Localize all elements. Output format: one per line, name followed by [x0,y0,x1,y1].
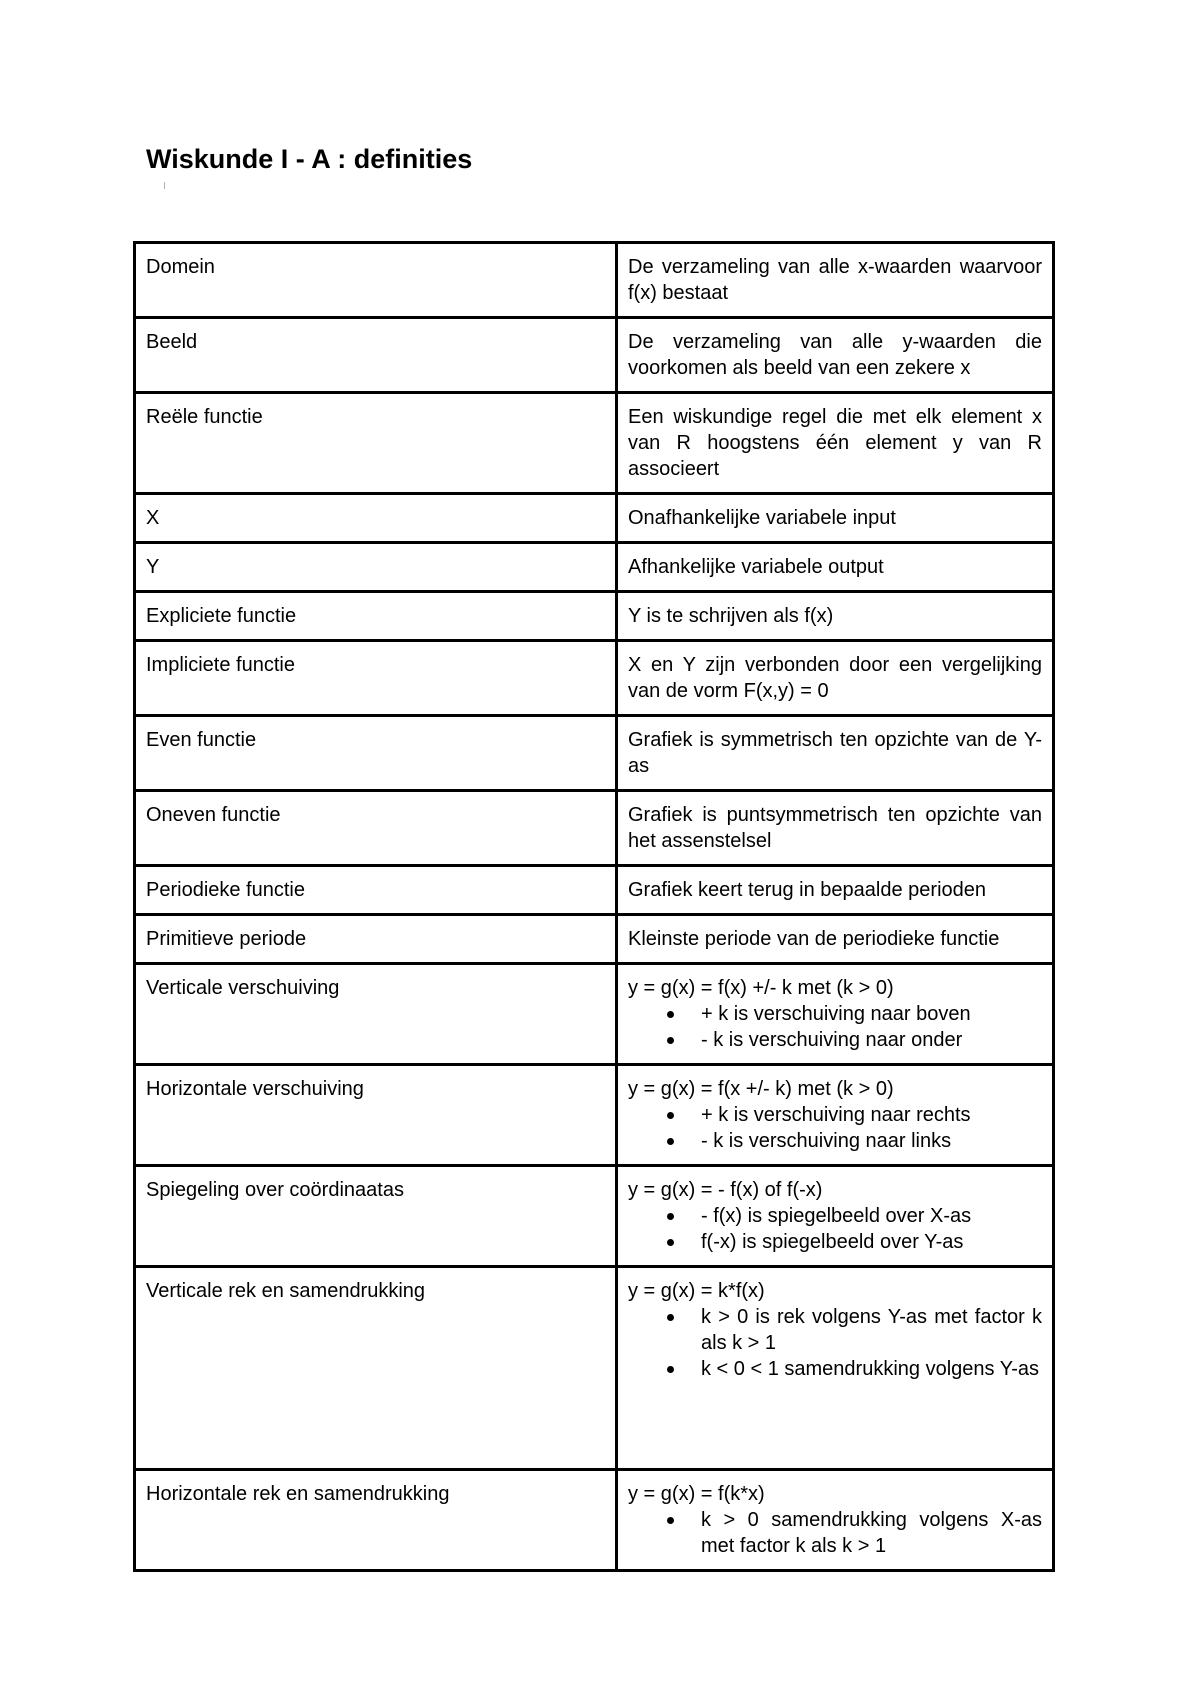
cursor-mark [164,182,165,189]
term-cell: Verticale verschuiving [135,964,617,1065]
definition-cell: Grafiek keert terug in bepaalde perioden [617,866,1054,915]
term-cell: X [135,494,617,543]
list-item: - k is verschuiving naar links [701,1128,1042,1154]
definition-cell [617,964,1054,1065]
term-cell: Horizontale rek en samendrukking [135,1470,617,1571]
table-row [135,1166,1054,1267]
table-row [135,1065,1054,1166]
definition-cell: Grafiek is puntsymmetrisch ten opzichte van het assenstelsel [617,791,1054,866]
definitions-table [133,241,1055,1572]
definition-cell [617,1470,1054,1571]
list-item: k < 0 < 1 samendrukking volgens Y-as [701,1356,1042,1382]
definition-cell [617,1166,1054,1267]
table-row [135,318,1054,393]
definition-cell: Een wiskundige regel die met elk element x van R hoogstens één element y van R associeert [617,393,1054,494]
term-cell: Horizontale verschuiving [135,1065,617,1166]
term-cell: Oneven functie [135,791,617,866]
table-row [135,1267,1054,1470]
definition-formula: y = g(x) = f(x) +/- k met (k > 0) [628,977,894,999]
definition-cell: Kleinste periode van de periodieke functie [617,915,1054,964]
list-item: k > 0 is rek volgens Y-as met factor k als k > 1 [701,1306,1042,1354]
definition-cell [617,1267,1054,1470]
table-row [135,915,1054,964]
term-cell: Beeld [135,318,617,393]
list-item: + k is verschuiving naar rechts [701,1102,1042,1128]
table-row [135,964,1054,1065]
term-cell: Impliciete functie [135,641,617,716]
list-item: k > 0 samendrukking volgens X-as met factor k als k > 1 [701,1509,1042,1557]
definition-cell: Onafhankelijke variabele input [617,494,1054,543]
term-cell: Verticale rek en samendrukking [135,1267,617,1470]
list-item: f(-x) is spiegelbeeld over Y-as [701,1229,1042,1255]
definition-cell: X en Y zijn verbonden door een vergelijking van de vorm F(x,y) = 0 [617,641,1054,716]
page-title: Wiskunde I - A : definities [146,144,473,174]
table-row [135,494,1054,543]
list-item: + k is verschuiving naar boven [701,1001,1042,1027]
term-cell: Expliciete functie [135,592,617,641]
bullet-list [628,1001,1042,1053]
term-cell: Spiegeling over coördinaatas [135,1166,617,1267]
table-row [135,393,1054,494]
definition-formula: y = g(x) = f(k*x) [628,1483,765,1505]
table-row [135,243,1054,318]
table-row [135,866,1054,915]
term-cell: Even functie [135,716,617,791]
term-cell: Reële functie [135,393,617,494]
bullet-list [628,1507,1042,1559]
list-item: - k is verschuiving naar onder [701,1027,1042,1053]
definition-formula: y = g(x) = - f(x) of f(-x) [628,1179,823,1201]
term-cell: Domein [135,243,617,318]
term-cell: Primitieve periode [135,915,617,964]
table-row [135,641,1054,716]
definition-formula: y = g(x) = f(x +/- k) met (k > 0) [628,1078,894,1100]
bullet-list [628,1203,1042,1255]
table-row [135,543,1054,592]
table-row [135,1470,1054,1571]
definition-cell: De verzameling van alle x-waarden waarvoor f(x) bestaat [617,243,1054,318]
list-item: - f(x) is spiegelbeeld over X-as [701,1203,1042,1229]
table-row [135,791,1054,866]
definition-cell: Y is te schrijven als f(x) [617,592,1054,641]
table-row [135,592,1054,641]
term-cell: Periodieke functie [135,866,617,915]
term-cell: Y [135,543,617,592]
bullet-list [628,1304,1042,1382]
definition-cell: Grafiek is symmetrisch ten opzichte van de Y-as [617,716,1054,791]
definition-cell: Afhankelijke variabele output [617,543,1054,592]
bullet-list [628,1102,1042,1154]
definition-formula: y = g(x) = k*f(x) [628,1280,765,1302]
table-row [135,716,1054,791]
definition-cell [617,1065,1054,1166]
definition-cell: De verzameling van alle y-waarden die voorkomen als beeld van een zekere x [617,318,1054,393]
